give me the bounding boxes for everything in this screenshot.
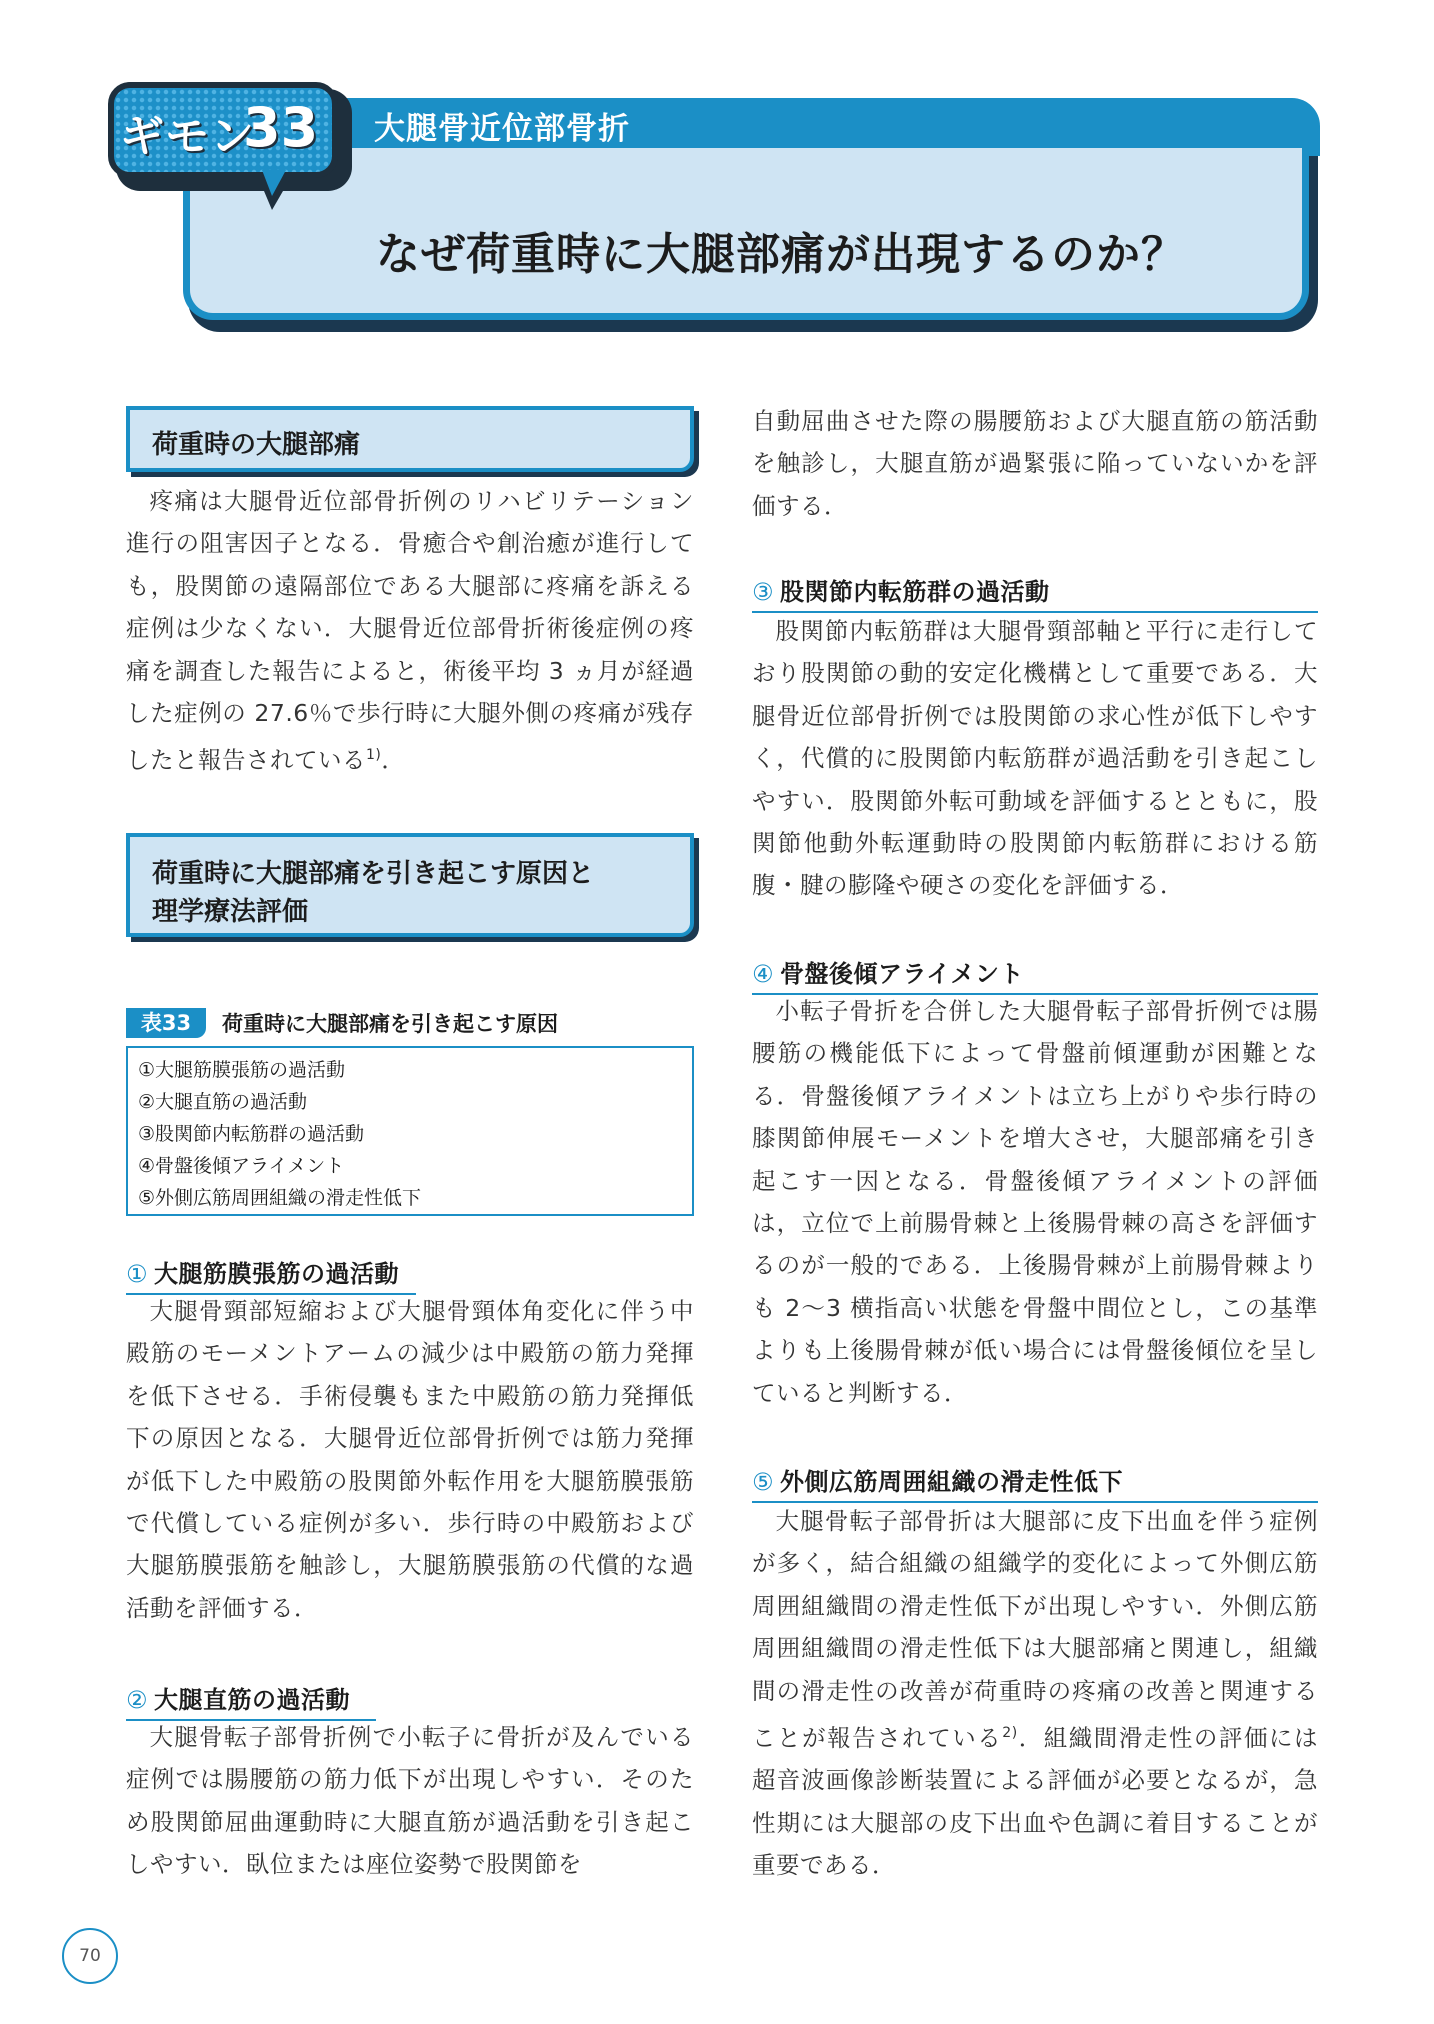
item-4-heading: [752, 954, 1318, 995]
item-5-heading: [752, 1462, 1318, 1503]
table-tag: 表33: [126, 1008, 206, 1038]
item-3-number: ③: [752, 578, 775, 606]
section-box-2: [126, 833, 694, 937]
badge-label: ギモン: [120, 111, 255, 162]
item-1-title: 大腿筋膜張筋の過活動: [154, 1260, 400, 1288]
badge-number: 33: [243, 96, 319, 159]
item-5-number: ⑤: [752, 1468, 775, 1496]
table-row: ②大腿直筋の過活動: [138, 1091, 308, 1113]
section-title-2-line2: 理学療法評価: [152, 897, 309, 927]
item-2-heading: [126, 1680, 376, 1721]
item-3-title: 股関節内転筋群の過活動: [780, 578, 1050, 606]
cause-table: [126, 1046, 694, 1216]
item-5-text-b: ．組織間滑走性の評価には超音波画像診断装置による評価が必要となるが，急性期には大腿部の皮下出血や色調に着目することが重要である．: [752, 1723, 1319, 1880]
table-row: ①大腿筋膜張筋の過活動: [138, 1059, 346, 1081]
table-row: ③股関節内転筋群の過活動: [138, 1123, 365, 1145]
item-1-paragraph: 大腿骨頸部短縮および大腿骨頸体角変化に伴う中殿筋のモーメントアームの減少は中殿筋の筋力発揮を低下させる．手術侵襲もまた中殿筋の筋力発揮低下の原因となる．大腿骨近位部骨折例では筋力発揮が低下した中殿筋の股関節外転作用を大腿筋膜張筋で代償している症例が多い．歩行時の中殿筋および大腿筋膜張筋を触診し，大腿筋膜張筋の代償的な過活動を評価する．: [126, 1297, 694, 1622]
item-4-number: ④: [752, 960, 775, 988]
table-row: ⑤外側広筋周囲組織の滑走性低下: [138, 1187, 422, 1209]
item-5-paragraph: [752, 1500, 1318, 1886]
table-title: 荷重時に大腿部痛を引き起こす原因: [222, 1012, 558, 1036]
section-1-end: ．: [381, 746, 406, 775]
section-1-text: 疼痛は大腿骨近位部骨折例のリハビリテーション進行の阻害因子となる．骨癒合や創治癒が進行しても，股関節の遠隔部位である大腿部に疼痛を訴える症例は少なくない．大腿骨近位部骨折術後症例の疼痛を調査した報告によると，術後平均 3 ヵ月が経過した症例の 27.6％で歩行時に大腿外側の疼痛が残存したと報告されている: [126, 487, 694, 775]
item-2-continued: 自動屈曲させた際の腸腰筋および大腿直筋の筋活動を触診し，大腿直筋が過緊張に陥っていないかを評価する．: [752, 407, 1318, 520]
reference-2: 2): [1002, 1725, 1018, 1742]
item-2-number: ②: [126, 1686, 149, 1714]
item-2-paragraph: 大腿骨転子部骨折例で小転子に骨折が及んでいる症例では腸腰筋の筋力低下が出現しやすい．そのため股関節屈曲運動時に大腿直筋が過活動を引き起こしやすい．臥位または座位姿勢で股関節を: [126, 1723, 694, 1879]
header-category: 大腿骨近位部骨折: [374, 111, 630, 147]
item-5-text-a: 大腿骨転子部骨折は大腿部に皮下出血を伴う症例が多く，結合組織の組織学的変化によって外側広筋周囲組織間の滑走性低下が出現しやすい．外側広筋周囲組織間の滑走性低下は大腿部痛と関連し，組織間の滑走性の改善が荷重時の疼痛の改善と関連することが報告されている: [752, 1507, 1318, 1752]
item-3-heading: [752, 572, 1318, 613]
page-title: なぜ荷重時に大腿部痛が出現するのか？: [376, 229, 1186, 280]
badge-tail-inner: [262, 170, 286, 196]
item-1-number: ①: [126, 1260, 149, 1288]
section-title-2-line1: 荷重時に大腿部痛を引き起こす原因と: [152, 859, 595, 889]
item-4-paragraph: 小転子骨折を合併した大腿骨転子部骨折例では腸腰筋の機能低下によって骨盤前傾運動が困難となる．骨盤後傾アライメントは立ち上がりや歩行時の膝関節伸展モーメントを増大させ，大腿部痛を引き起こす一因となる．骨盤後傾アライメントの評価は，立位で上前腸骨棘と上後腸骨棘の高さを評価するのが一般的である．上後腸骨棘が上前腸骨棘よりも 2～3 横指高い状態を骨盤中間位とし，この基準よりも上後腸骨棘が低い場合には骨盤後傾位を呈していると判断する．: [752, 997, 1318, 1407]
item-5-title: 外側広筋周囲組織の滑走性低下: [780, 1468, 1124, 1496]
item-1-heading: [126, 1254, 416, 1295]
section-1-paragraph: [126, 480, 694, 782]
table-row: ④骨盤後傾アライメント: [138, 1155, 345, 1177]
reference-1: 1): [366, 747, 382, 764]
item-3-paragraph: 股関節内転筋群は大腿骨頸部軸と平行に走行しており股関節の動的安定化機構として重要である．大腿骨近位部骨折例では股関節の求心性が低下しやすく，代償的に股関節内転筋群が過活動を引き起こしやすい．股関節外転可動域を評価するとともに，股関節他動外転運動時の股関節内転筋群における筋腹・腱の膨隆や硬さの変化を評価する．: [752, 617, 1318, 900]
item-2-title: 大腿直筋の過活動: [154, 1686, 351, 1714]
section-title-1: 荷重時の大腿部痛: [152, 430, 361, 460]
item-4-title: 骨盤後傾アライメント: [780, 960, 1025, 988]
page-number: 70: [62, 1928, 118, 1984]
section-box-1: [126, 406, 694, 472]
